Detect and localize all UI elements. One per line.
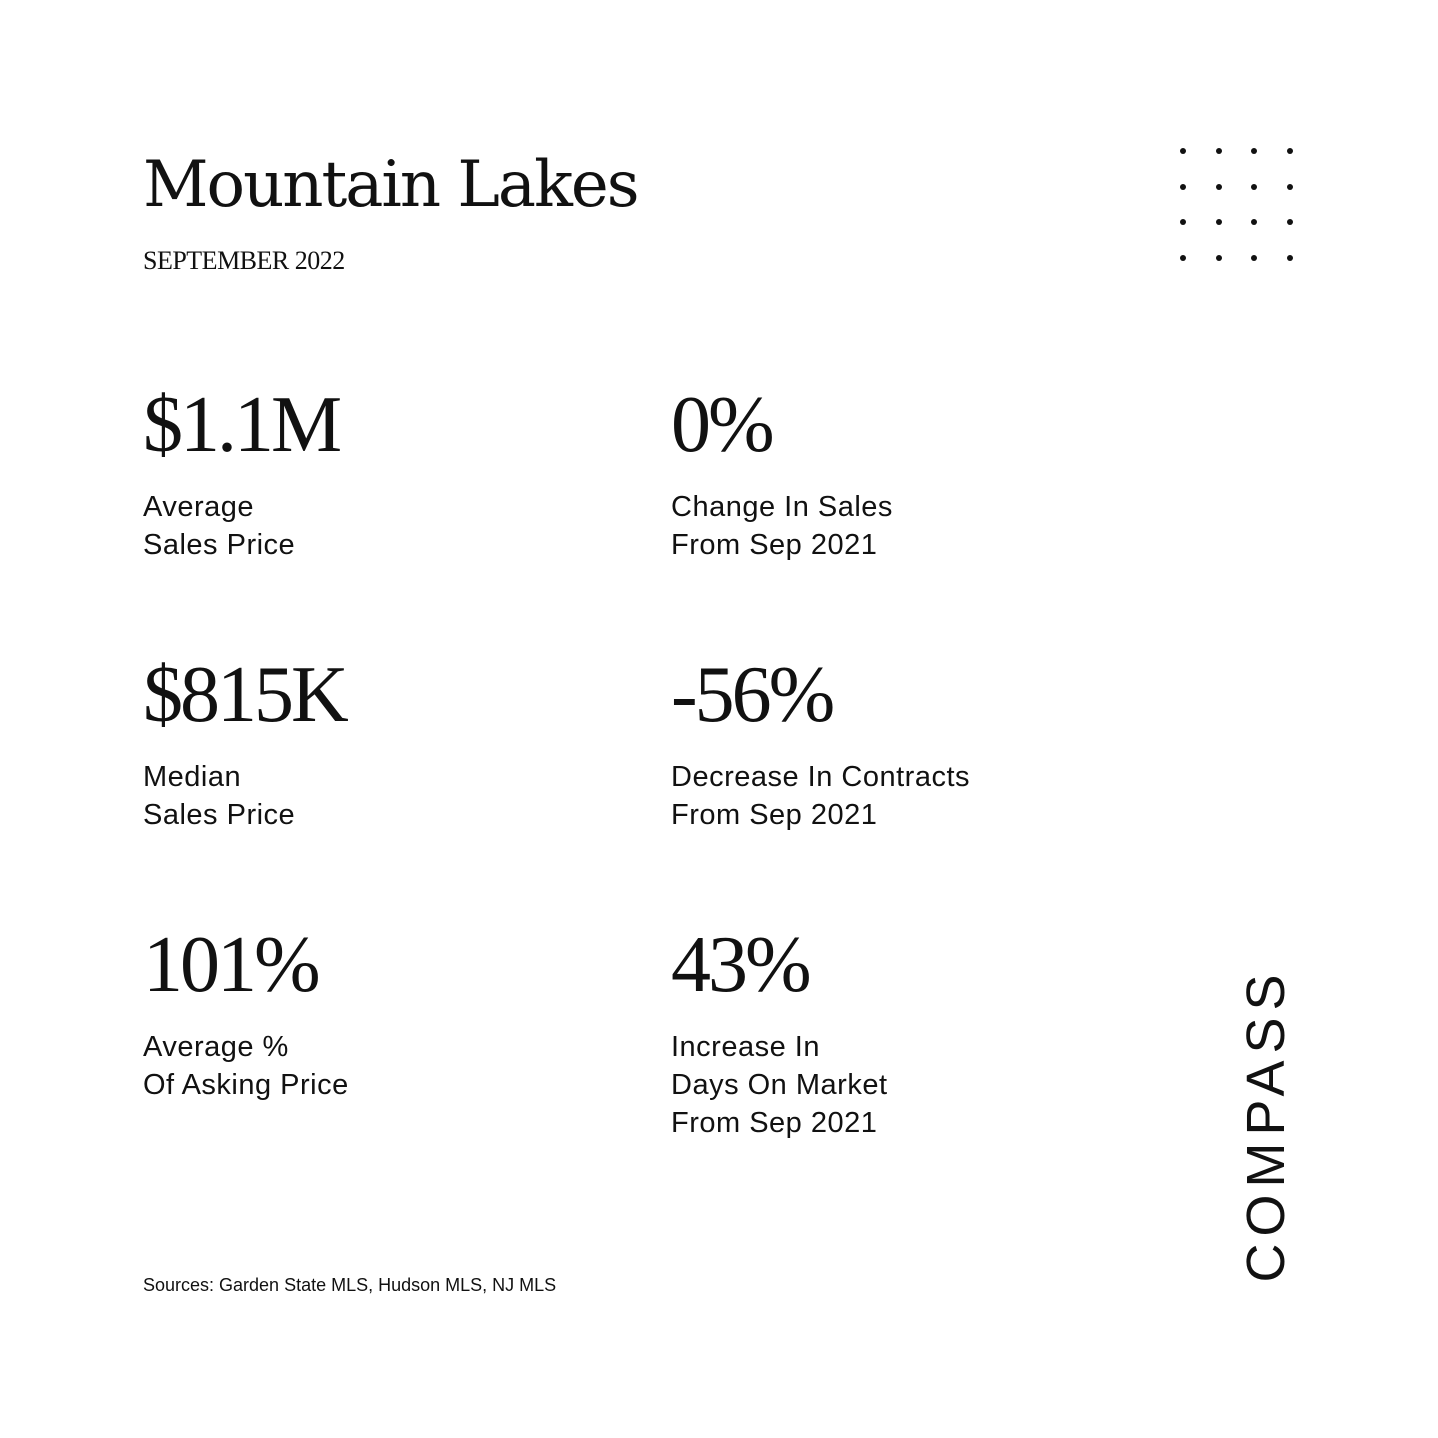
report-date: SEPTEMBER 2022 — [143, 246, 345, 275]
sources-footnote: Sources: Garden State MLS, Hudson MLS, NJ MLS — [143, 1275, 557, 1295]
stat-label-line: Of Asking Price — [143, 1069, 349, 1101]
stat-label — [143, 1028, 623, 1104]
stat-label-line: Sales Price — [143, 529, 296, 561]
dot-grid-icon — [1170, 140, 1300, 270]
stat-label-line: From Sep 2021 — [671, 1107, 878, 1139]
stat-value: 0% — [671, 381, 772, 469]
stat-label — [671, 758, 1151, 834]
stat-label — [671, 488, 1151, 564]
stat-label-line: Sales Price — [143, 799, 296, 831]
stat-value: $1.1M — [143, 381, 340, 469]
stat-label-line: Decrease In Contracts — [671, 761, 971, 793]
stat-label-line: Change In Sales — [671, 491, 893, 523]
page-title: Mountain Lakes — [143, 148, 638, 222]
stat-value: $815K — [143, 651, 346, 739]
compass-logo — [1236, 955, 1296, 1295]
stat-label-line: Median — [143, 761, 242, 793]
stat-label — [143, 758, 623, 834]
stat-value: 43% — [671, 921, 809, 1009]
stat-label-line: Days On Market — [671, 1069, 888, 1101]
stat-label-line: Average — [143, 491, 254, 523]
stat-label — [671, 1028, 1151, 1142]
stat-average-percent-asking — [143, 920, 623, 1104]
stat-label — [143, 488, 623, 564]
stat-decrease-in-contracts — [671, 650, 1151, 834]
stat-label-line: Average % — [143, 1031, 289, 1063]
stat-value: -56% — [671, 651, 833, 739]
stat-median-sales-price — [143, 650, 623, 834]
stat-label-line: From Sep 2021 — [671, 799, 878, 831]
stat-label-line: Increase In — [671, 1031, 820, 1063]
logo-text: COMPASS — [1236, 967, 1296, 1283]
stat-days-on-market — [671, 920, 1151, 1142]
stat-value: 101% — [143, 921, 318, 1009]
stat-change-in-sales — [671, 380, 1151, 564]
stat-average-sales-price — [143, 380, 623, 564]
stat-label-line: From Sep 2021 — [671, 529, 878, 561]
